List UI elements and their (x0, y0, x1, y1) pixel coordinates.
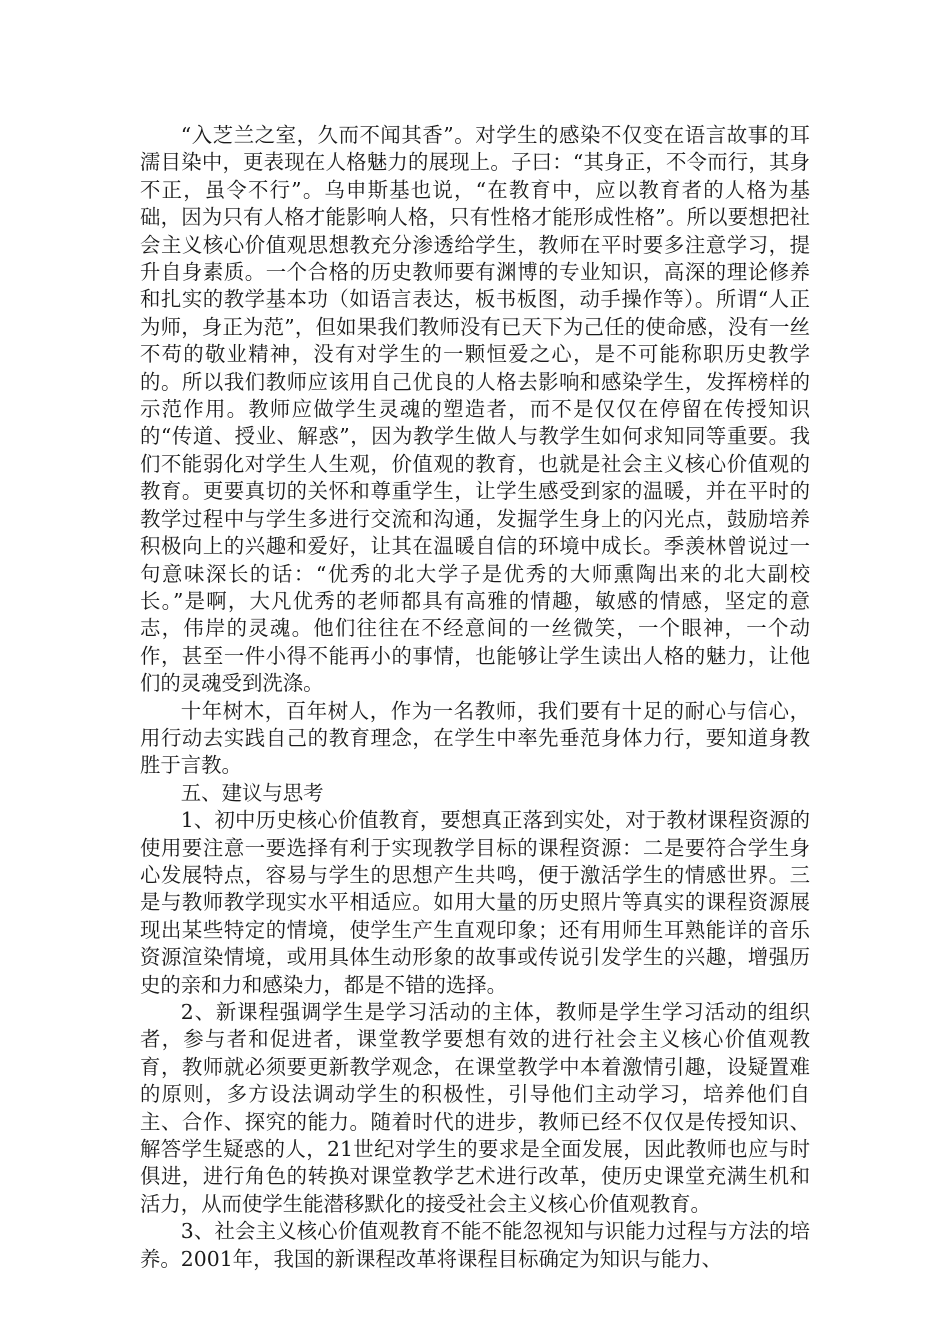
paragraph-suggestion-3: 3、社会主义核心价值观教育不能不能忽视知与识能力过程与方法的培养。2001年，我国的新课程改革将课程目标确定为知识与能力、 (140, 1219, 810, 1271)
paragraph-suggestion-1: 1、初中历史核心价值教育，要想真正落到实处，对于教材课程资源的使用要注意一要选择有利于实现教学目标的课程资源：二是要符合学生身心发展特点，容易与学生的思想产生共鸣，便于激活学生的情感世界。三是与教师教学现实水平相适应。如用大量的历史照片等真实的课程资源展现出某些特定的情境，使学生产生直观印象；还有用师生耳熟能详的音乐资源渲染情境，或用具体生动形象的故事或传说引发学生的兴趣，增强历史的亲和力和感染力，都是不错的选择。 (140, 808, 810, 997)
document-body (140, 122, 810, 1273)
section-heading-suggestions: 五、建议与思考 (180, 780, 324, 805)
paragraph-suggestion-2: 2、新课程强调学生是学习活动的主体，教师是学生学习活动的组织者，参与者和促进者，课堂教学要想有效的进行社会主义核心价值观教育，教师就必须要更新教学观念，在课堂教学中本着激情引趣，设疑置难的原则，多方设法调动学生的积极性，引导他们主动学习，培养他们自主、合作、探究的能力。随着时代的进步，教师已经不仅仅是传授知识、解答学生疑惑的人，21世纪对学生的要求是全面发展，因此教师也应与时俱进，进行角色的转换对课堂教学艺术进行改革，使历史课堂充满生机和活力，从而使学生能潜移默化的接受社会主义核心价值观教育。 (140, 1000, 810, 1216)
paragraph-teacher-personality: “入芝兰之室，久而不闻其香”。对学生的感染不仅变在语言故事的耳濡目染中，更表现在人格魅力的展现上。子曰：“其身正，不令而行，其身不正，虽令不行”。乌申斯基也说，“在教育中，应以教育者的人格为基础，因为只有人格才能影响人格，只有性格才能形成性格”。所以要想把社会主义核心价值观思想教充分渗透给学生，教师在平时要多注意学习，提升自身素质。一个合格的历史教师要有渊博的专业知识，高深的理论修养和扎实的教学基本功（如语言表达，板书板图，动手操作等）。所谓“人正为师，身正为范”，但如果我们教师没有已天下为己任的使命感，没有一丝不苟的敬业精神，没有对学生的一颗恒爱之心，是不可能称职历史教学的。所以我们教师应该用自己优良的人格去影响和感染学生，发挥榜样的示范作用。教师应做学生灵魂的塑造者，而不是仅仅在停留在传授知识的“传道、授业、解惑”，因为教学生做人与教学生如何求知同等重要。我们不能弱化对学生人生观，价值观的教育，也就是社会主义核心价值观的教育。更要真切的关怀和尊重学生，让学生感受到家的温暖，并在平时的教学过程中与学生多进行交流和沟通，发掘学生身上的闪光点，鼓励培养积极向上的兴趣和爱好，让其在温暖自信的环境中成长。季羡林曾说过一句意味深长的话：“优秀的北大学子是优秀的大师熏陶出来的北大副校长。”是啊，大凡优秀的老师都具有高雅的情趣，敏感的情感，坚定的意志，伟岸的灵魂。他们往往在不经意间的一丝微笑，一个眼神，一个动作，甚至一件小得不能再小的事情，也能够让学生读出人格的魅力，让他们的灵魂受到洗涤。 (140, 123, 810, 696)
paragraph-ten-years-trees: 十年树木，百年树人，作为一名教师，我们要有十足的耐心与信心，用行动去实践自己的教育理念，在学生中率先垂范身体力行，要知道身教胜于言教。 (140, 698, 810, 778)
